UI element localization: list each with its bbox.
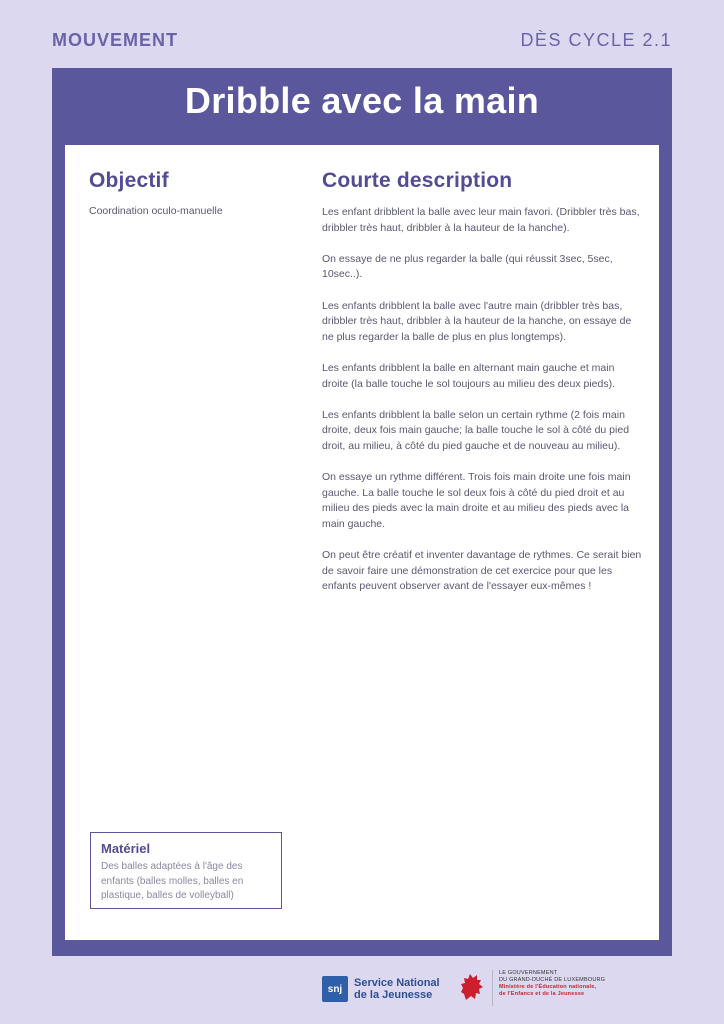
category-label: MOUVEMENT — [52, 30, 178, 50]
description-paragraph: Les enfants dribblent la balle selon un certain rythme (2 fois main droite, deux fois main gauche; la balle touche le sol à côté du pied droit, au milieu, à côté du pied gauche et de nouveau au milieu). — [322, 408, 630, 452]
materiel-box — [90, 832, 282, 909]
description-paragraph: Les enfants dribblent la balle en alternant main gauche et main droite (la balle touche le sol toujours au milieu des deux pieds). — [322, 361, 616, 390]
gov-line2: DU GRAND-DUCHÉ DE LUXEMBOURG — [499, 977, 606, 983]
ministry-line1: Ministère de l'Éducation nationale, — [499, 984, 597, 990]
snj-name-line2: de la Jeunesse — [354, 989, 433, 1001]
card-frame — [52, 68, 672, 956]
gov-line1: LE GOUVERNEMENT — [499, 970, 558, 976]
description-paragraph: On essaye un rythme différent. Trois fois main droite une fois main gauche. La balle touche le sol deux fois à côté du pied droit et au milieu des pieds avec la main droite et au milieu des pieds avec la main gauche. — [322, 471, 631, 530]
description-body — [322, 205, 642, 610]
ministry-line2: de l'Enfance et de la Jeunesse — [499, 991, 585, 997]
level-label: DÈS CYCLE 2.1 — [520, 30, 672, 50]
government-logo — [458, 970, 605, 1006]
logo-divider — [492, 970, 493, 1006]
objectif-heading: Objectif — [89, 169, 169, 192]
content-panel — [65, 145, 659, 940]
snj-logo — [322, 976, 440, 1002]
materiel-heading: Matériel — [101, 841, 151, 856]
description-heading: Courte description — [322, 169, 513, 192]
description-paragraph: Les enfant dribblent la balle avec leur main favori. (Dribbler très bas, dribbler très haut, dribbler à la hauteur de la hanche). — [322, 206, 640, 234]
snj-logo-icon: snj — [322, 976, 348, 1002]
description-paragraph: On peut être créatif et inventer davantage de rythmes. Ce serait bien de savoir faire une démonstration de cet exercice pour que les enfants peuvent observer avant de l'essayer eux-mêmes ! — [322, 549, 642, 593]
description-paragraph: On essaye de ne plus regarder la balle (qui réussit 3sec, 5sec, 10sec..). — [322, 252, 613, 281]
objectif-text: Coordination oculo-manuelle — [89, 205, 223, 217]
materiel-text: Des balles adaptées à l'âge des enfants (balles molles, balles en plastique, balles de volleyball) — [101, 861, 244, 901]
red-lion-icon — [458, 970, 486, 1004]
snj-name-line1: Service National — [354, 977, 440, 989]
description-paragraph: Les enfants dribblent la balle avec l'autre main (dribbler très bas, dribbler très haut, dribbler à la hauteur de la hanche, on essaye de ne plus regarder la balle de plus en plus longtemps). — [322, 299, 632, 343]
page-title: Dribble avec la main — [184, 80, 540, 121]
